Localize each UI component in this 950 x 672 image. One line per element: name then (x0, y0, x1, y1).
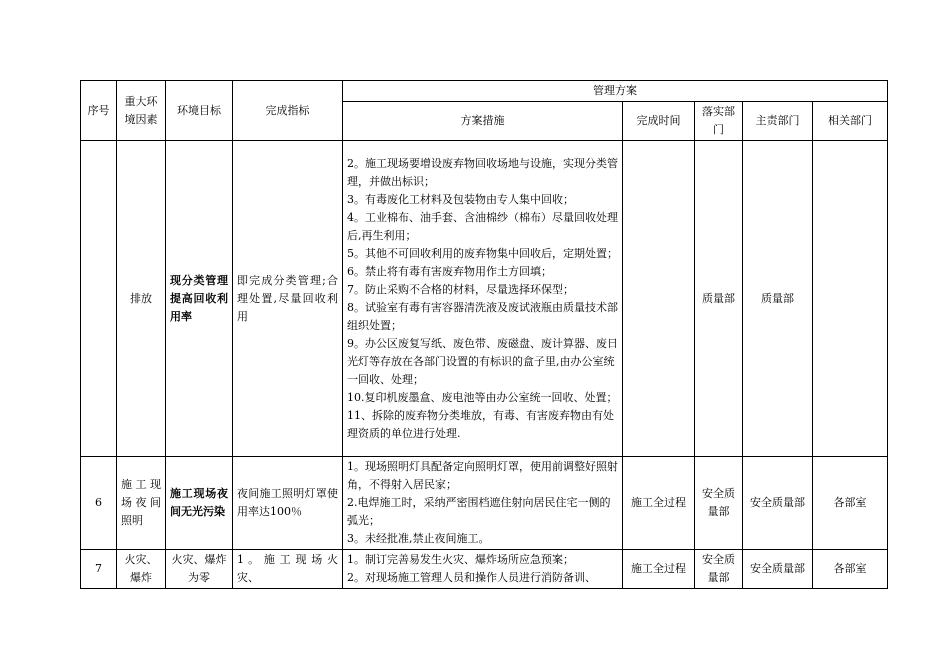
cell-target: 现分类管理提高回收利用率 (166, 141, 233, 457)
measure-item: 1。制订完善易发生火灾、爆炸场所应急预案； (347, 553, 574, 566)
header-time: 完成时间 (623, 102, 695, 141)
cell-indicator: 1 。 施 工 现 场 火灾、 (233, 550, 343, 589)
cell-implement: 安全质量部 (695, 457, 743, 550)
measure-item: 2.电焊施工时，采纳严密围档遮住射向居民住宅一侧的弧光； (347, 496, 611, 527)
cell-seq (81, 141, 117, 457)
cell-implement: 质量部 (695, 141, 743, 457)
measure-item: 9。办公区废复写纸、废色带、废磁盘、废计算器、废日光灯等存放在各部门设置的有标识的盒子里,由办公室统一回收、处理； (347, 336, 618, 386)
cell-time: 施工全过程 (623, 550, 695, 589)
cell-indicator: 即完成分类管理;合理处置,尽量回收利用 (233, 141, 343, 457)
header-row-1 (81, 81, 888, 102)
cell-time (623, 141, 695, 457)
cell-related: 各部室 (813, 550, 888, 589)
cell-measures (343, 550, 623, 589)
header-responsible: 主责部门 (743, 102, 813, 141)
cell-measures (343, 141, 623, 457)
measure-item: 2。对现场施工管理人员和操作人员进行消防备训、 (347, 571, 596, 584)
cell-related (813, 141, 888, 457)
cell-factor: 排放 (117, 141, 166, 457)
measure-item: 2。施工现场要增设废弃物回收场地与设施，实现分类管理，并做出标识； (347, 156, 618, 188)
measure-item: 4。工业棉布、油手套、含油棉纱（棉布）尽量回收处理后,再生利用； (347, 210, 618, 242)
cell-seq: 7 (81, 550, 117, 589)
measure-item: 3。有毒废化工材料及包装物由专人集中回收； (347, 192, 574, 206)
measure-item: 8。试验室有毒有害容器清洗液及废试液瓶由质量技术部组织处置； (347, 300, 618, 332)
header-related: 相关部门 (813, 102, 888, 141)
measure-item: 5。其他不可回收利用的废弃物集中回收后，定期处置； (347, 246, 618, 260)
measure-item: 7。防止采购不合格的材料，尽量选择环保型； (347, 282, 574, 296)
measure-item: 3。未经批准,禁止夜间施工。 (347, 532, 490, 545)
cell-responsible: 安全质量部 (743, 457, 813, 550)
management-plan-table (80, 80, 888, 589)
cell-responsible: 质量部 (743, 141, 813, 457)
header-implement: 落实部门 (695, 102, 743, 141)
header-indicator: 完成指标 (233, 81, 343, 141)
header-target: 环境目标 (166, 81, 233, 141)
header-factor: 重大环境因素 (117, 81, 166, 141)
cell-responsible: 安全质量部 (743, 550, 813, 589)
cell-target: 施工现场夜间无光污染 (166, 457, 233, 550)
measure-item: 10.复印机废墨盒、废电池等由办公室统一回收、处置； (347, 390, 618, 404)
cell-seq: 6 (81, 457, 117, 550)
table-row (81, 550, 888, 589)
header-seq: 序号 (81, 81, 117, 141)
cell-time: 施工全过程 (623, 457, 695, 550)
header-plan: 管理方案 (343, 81, 888, 102)
table-row (81, 141, 888, 457)
measure-item: 1。现场照明灯具配备定向照明灯罩，使用前调整好照射角，不得射入居民家； (347, 460, 618, 491)
cell-factor: 火灾、爆炸 (117, 550, 166, 589)
cell-indicator: 夜间施工照明灯罩使用率达100％ (233, 457, 343, 550)
cell-target: 火灾、爆炸为零 (166, 550, 233, 589)
cell-measures (343, 457, 623, 550)
cell-related: 各部室 (813, 457, 888, 550)
header-measures: 方案措施 (343, 102, 623, 141)
cell-factor: 施工现场夜间照明 (117, 457, 166, 550)
cell-implement: 安全质量部 (695, 550, 743, 589)
table-row (81, 457, 888, 550)
measure-item: 11、拆除的废弃物分类堆放，有毒、有害废弃物由有处理资质的单位进行处理. (347, 408, 614, 440)
measure-item: 6。禁止将有毒有害废弃物用作土方回填； (347, 264, 552, 278)
